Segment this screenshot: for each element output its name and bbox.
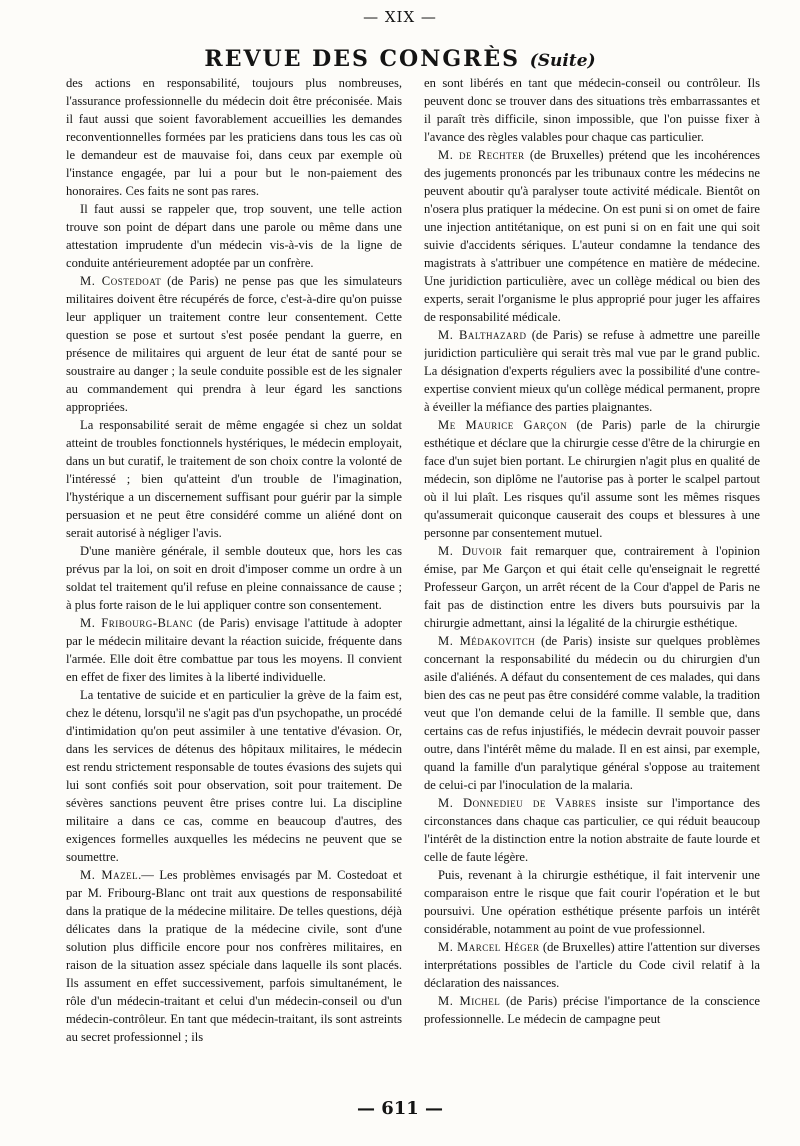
paragraph (66, 542, 402, 614)
speaker-name: M. Marcel Héger (438, 940, 540, 954)
paragraph-text: (de Bruxelles) attire l'attention sur diverses interprétations possibles de l'article du Code civil relatif à la déclaration des naissances. (424, 940, 760, 990)
paragraph (424, 416, 760, 542)
paragraph-text: (de Paris) insiste sur quelques problèmes concernant la responsabilité du médecin ou du chirurgien d'un asile d'aliénés. A défaut du consentement de ces malades, qui dans bien des cas ne peut pas être considéré comme valable, la tradition veut que l'on demande celui de la famille. Il semble que, dans certains cas de refus injustifiés, le médecin devrait pouvoir passer outre, dans l'intérêt même du malade. Il en est ainsi, par exemple, quand la famille d'un paralytique général s'oppose au traitement de celui-ci par l'inoculation de la malaria. (424, 634, 760, 792)
paragraph-text: (de Paris) envisage l'attitude à adopter par le médecin militaire devant la réaction suicide, fréquente dans l'armée. Elle doit être combattue par tous les moyens. Il convient en effet de fixer des limites à la liberté individuelle. (66, 616, 402, 684)
speaker-name: M. de Rechter (438, 148, 525, 162)
paragraph (424, 866, 760, 938)
speaker-name: M. Fribourg-Blanc (80, 616, 193, 630)
paragraph (66, 686, 402, 866)
paragraph-text: .— Les problèmes envisagés par M. Costedoat et par M. Fribourg-Blanc ont trait aux questions de responsabilité dans la pratique de la médecine militaire. De telles questions, déjà délicates dans la pratique de la médecine civile, sont d'une solution plus difficile encore pour nos confrères militaires, en raison de la situation assez spéciale dans laquelle ils sont placés. Ils assument en effet successivement, parfois simultanément, le rôle d'un médecin-traitant et celui d'un médecin-conseil ou d'un médecin-contrôleur. En tant que médecin-traitant, ils sont astreints au secret professionnel ; ils (66, 868, 402, 1044)
paragraph-text: D'une manière générale, il semble douteux que, hors les cas prévus par la loi, on soit en droit d'imposer comme un ordre à un soldat tel traitement qu'il refuse en pleine connaissance de cause ; à plus forte raison de le lui appliquer contre son consentement. (66, 544, 402, 612)
paragraph-text: (de Paris) précise l'importance de la conscience professionnelle. Le médecin de campagne peut (424, 994, 760, 1026)
left-column (66, 74, 402, 1094)
speaker-name: M. Donnedieu de Vabres (438, 796, 597, 810)
page-marker-roman: — XIX — (363, 8, 437, 26)
speaker-name: M. Médakovitch (438, 634, 536, 648)
paragraph-text: La tentative de suicide et en particulier la grève de la faim est, chez le détenu, lorsqu'il ne s'agit pas d'un psychopathe, un procédé d'intimidation qu'on peut assimiler à une tentative d'évasion. Or, dans les services de détenus des hôpitaux militaires, le médecin est rendu strictement responsable de toutes évasions des sujets qui lui sont confiés soit pour observation, soit pour traitement. De sévères sanctions peuvent être prises contre lui. La discipline militaire a dans ce cas, comme en beaucoup d'autres, des exigences formelles auxquelles les médecins ne peuvent que se soumettre. (66, 688, 402, 864)
paragraph-text: fait remarquer que, contrairement à l'opinion émise, par Me Garçon et qui était celle qu'enseignait le regretté Professeur Garçon, un arrêt récent de la Cour d'appel de Paris ne fait pas de distinction entre les divers buts poursuivis par la chirurgie admettant, ainsi la légalité de la chirurgie esthétique. (424, 544, 760, 630)
right-column (424, 74, 760, 1094)
paragraph-text: (de Paris) se refuse à admettre une pareille juridiction particulière qui serait très mal vue par le grand public. La désignation d'experts réguliers avec la possibilité d'une contre-expertise convient mieux qu'un collège médical permanent, propre à éveiller la méfiance des parties plaignantes. (424, 328, 760, 414)
paragraph (66, 614, 402, 686)
paragraph-text: Il faut aussi se rappeler que, trop souvent, une telle action trouve son point de départ dans une parole ou même dans une attestation imprudente d'un médecin vis-à-vis de la ligne de conduite antérieurement adoptée par un confrère. (66, 202, 402, 270)
running-title (0, 46, 800, 72)
paragraph (424, 326, 760, 416)
page-number: — 611 — (356, 1098, 444, 1119)
paragraph (424, 992, 760, 1028)
paragraph-text: insiste sur l'importance des circonstances dans chaque cas particulier, ce qui réduit beaucoup l'intérêt de la distinction entre la notion abstraite de faute lourde et celle de faute légère. (424, 796, 760, 864)
paragraph (424, 542, 760, 632)
paragraph (66, 416, 402, 542)
paragraph (424, 146, 760, 326)
speaker-name: M. Michel (438, 994, 501, 1008)
paragraph (424, 938, 760, 992)
paragraph (424, 794, 760, 866)
paragraph (66, 272, 402, 416)
speaker-name: Me Maurice Garçon (438, 418, 568, 432)
paragraph (424, 632, 760, 794)
paragraph-text: La responsabilité serait de même engagée si chez un soldat atteint de troubles fonctionnels hystériques, le médecin employait, dans un but curatif, le traitement de son choix contre la volonté de l'intéressé ; bien qu'atteint d'un trouble de l'imagination, l'hystérique a un discernement suffisant pour guérir par la simple persuasion et ne peut être considéré comme un aliéné dont on serait autorisé à négliger l'avis. (66, 418, 402, 540)
paragraph-text: des actions en responsabilité, toujours plus nombreuses, l'assurance professionnelle du médecin doit être préconisée. Mais il faut aussi que soient favorablement accueillies les demandes reconventionnelles formées par les praticiens dans tous les cas où le demandeur est de mauvaise foi, dans ceux par exemple où l'instance engagée, par lui a pour but le non-paiement des honoraires. Ces faits ne sont pas rares. (66, 76, 402, 198)
journal-title: REVUE DES CONGRÈS (204, 46, 521, 72)
paragraph (66, 74, 402, 200)
paragraph (424, 74, 760, 146)
paragraph-text: (de Paris) ne pense pas que les simulateurs militaires doivent être récupérés de force, c'est-à-dire qu'on puisse leur appliquer un traitement contre leur consentement. Cette question se pose et surtout s'est posée pendant la guerre, en présence de militaires qui arguent de leur état de santé pour se soustraire au danger ; la seule conduite possible est de les signaler au commandement qui prendra à leur égard les sanctions appropriées. (66, 274, 402, 414)
title-suite: (Suite) (529, 51, 596, 71)
speaker-name: M. Balthazard (438, 328, 527, 342)
speaker-name: M. Mazel (80, 868, 139, 882)
paragraph (66, 866, 402, 1046)
speaker-name: M. Duvoir (438, 544, 503, 558)
paragraph (66, 200, 402, 272)
paragraph-text: Puis, revenant à la chirurgie esthétique, il fait intervenir une comparaison entre le risque que fait courir l'opération et le but poursuivi. Une opération esthétique présente parfois un intérêt considérable, notamment au point de vue professionnel. (424, 868, 760, 936)
paragraph-text: (de Bruxelles) prétend que les incohérences des jugements prononcés par les tribunaux contre les médecins ne peuvent aboutir qu'à paralyser toute activité médicale. Bientôt on n'osera plus pratiquer la médecine. On est puni si on omet de faire une injection antitétanique, on est puni si on en fait une qui soit suivie d'accidents sériques. L'auteur condamne la tendance des magistrats à s'attribuer une compétence en matière de médecine. Une juridiction particulière, avec un collège médical ou bien des experts, serait l'organisme le plus approprié pour juger les affaires de responsabilité médicale. (424, 148, 760, 324)
paragraph-text: en sont libérés en tant que médecin-conseil ou contrôleur. Ils peuvent donc se trouver dans des situations très embarrassantes et il paraît très difficile, sinon impossible, que l'on puisse fixer à l'avance des règles valables pour chaque cas particulier. (424, 76, 760, 144)
speaker-name: M. Costedoat (80, 274, 162, 288)
paragraph-text: (de Paris) parle de la chirurgie esthétique et déclare que la chirurgie cesse d'être de la chirurgie en face d'un sujet bien portant. Le chirurgien n'agit plus en qualité de médecin, son diplôme ne l'autorise pas à porter le scalpel partout où il lui plaît. Les risques qu'il assume sont les mêmes risques qu'assumerait quiconque causerait des coups et blessures à une personne par consentement mutuel. (424, 418, 760, 540)
